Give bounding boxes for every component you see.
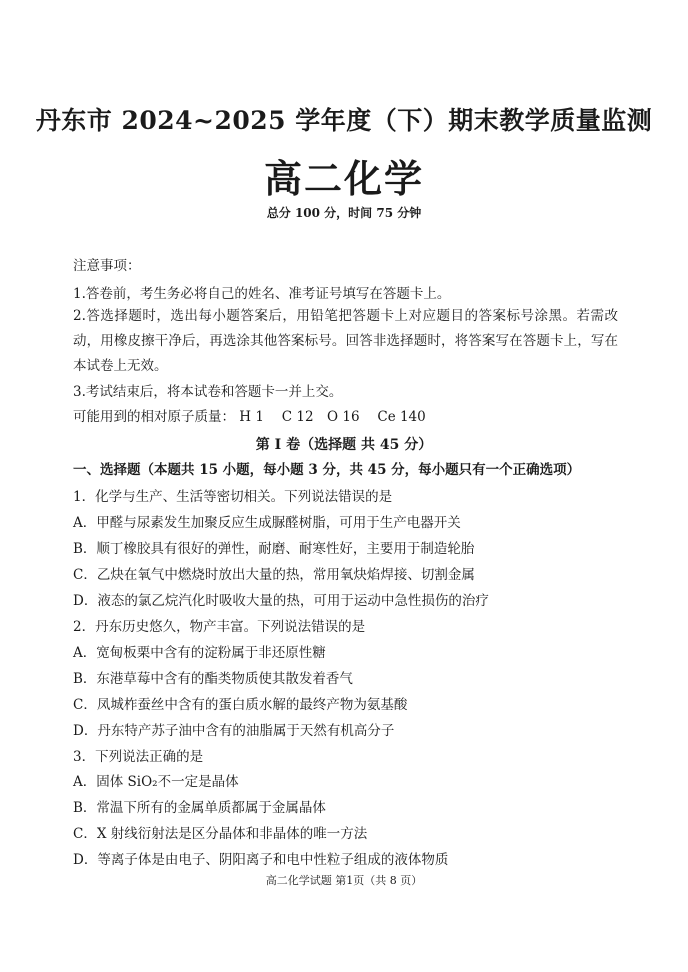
question-option: D．液态的氯乙烷汽化时吸收大量的热，可用于运动中急性损伤的治疗 — [73, 593, 489, 609]
question-option: C．凤城柞蚕丝中含有的蛋白质水解的最终产物为氨基酸 — [73, 697, 408, 713]
subject-title: 高二化学 — [263, 157, 424, 201]
notice-item-3: 3.考试结束后，将本试卷和答题卡一并上交。 — [73, 384, 343, 400]
part-heading: 一、选择题（本题共 15 小题，每小题 3 分，共 45 分，每小题只有一个正确选项） — [73, 462, 581, 478]
notice-item-1: 1.答卷前，考生务必将自己的姓名、准考证号填写在答题卡上。 — [73, 286, 451, 302]
question-option: A．甲醛与尿素发生加聚反应生成脲醛树脂，可用于生产电器开关 — [73, 515, 461, 531]
atomic-mass-line: 可能用到的相对原子质量： H 1 C 12 O 16 Ce 140 — [73, 409, 426, 425]
question-option: B．常温下所有的金属单质都属于金属晶体 — [73, 800, 326, 816]
question-option: B．顺丁橡胶具有很好的弹性，耐磨、耐寒性好，主要用于制造轮胎 — [73, 541, 475, 557]
question-option: D．等离子体是由电子、阴阳离子和电中性粒子组成的液体物质 — [73, 852, 449, 868]
question-stem: 1．化学与生产、生活等密切相关。下列说法错误的是 — [73, 489, 393, 505]
question-option: B．东港草莓中含有的酯类物质使其散发着香气 — [73, 671, 353, 687]
question-option: C．乙炔在氧气中燃烧时放出大量的热，常用氧炔焰焊接、切割金属 — [73, 567, 475, 583]
question-stem: 2．丹东历史悠久，物产丰富。下列说法错误的是 — [73, 619, 366, 635]
question-option: D．丹东特产苏子油中含有的油脂属于天然有机高分子 — [73, 723, 395, 739]
notice-item-2: 2.答选择题时，选出每小题答案后，用铅笔把答题卡上对应题目的答案标号涂黑。若需改动，用橡皮擦干净后，再选涂其他答案标号。回答非选择题时，将答案写在答题卡上，写在本试卷上无效。 — [73, 308, 618, 374]
exam-meta: 总分 100 分，时间 75 分钟 — [266, 206, 422, 220]
exam-title: 丹东市 2024~2025 学年度（下）期末教学质量监测 — [35, 106, 653, 135]
notice-heading: 注意事项： — [73, 258, 141, 274]
section-title: 第 Ⅰ 卷（选择题 共 45 分） — [255, 437, 433, 453]
question-stem: 3．下列说法正确的是 — [73, 749, 204, 765]
question-option: C．X 射线衍射法是区分晶体和非晶体的唯一方法 — [73, 826, 368, 842]
question-option: A．宽甸板栗中含有的淀粉属于非还原性糖 — [73, 645, 326, 661]
page-footer: 高二化学试题 第1页（共 8 页） — [265, 874, 423, 887]
question-option: A．固体 SiO₂不一定是晶体 — [73, 774, 239, 790]
